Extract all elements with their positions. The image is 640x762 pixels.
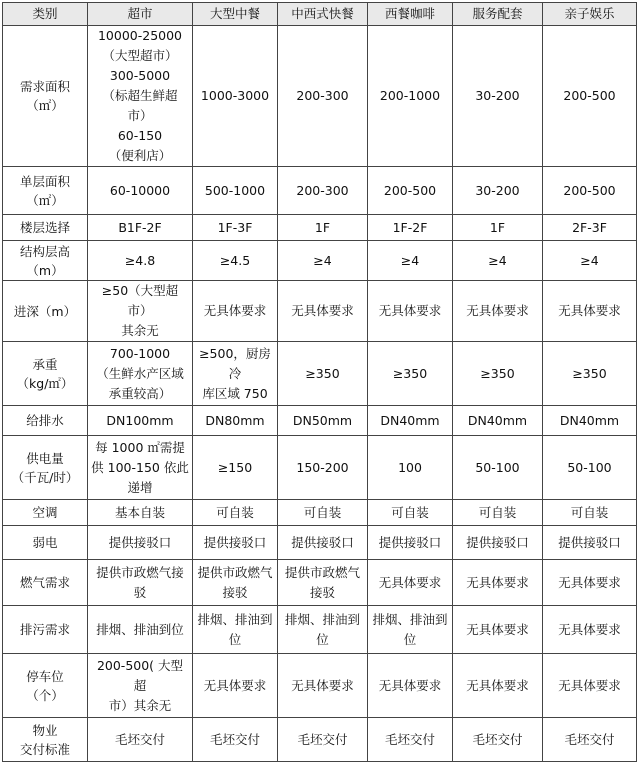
table-cell: 无具体要求 — [193, 654, 278, 718]
table-cell: ≥4 — [543, 241, 637, 281]
table-cell: 60-10000 — [88, 167, 193, 215]
header-supermarket: 超市 — [88, 3, 193, 26]
header-western-cafe: 西餐咖啡 — [368, 3, 453, 26]
table-row — [3, 654, 637, 718]
table-cell: 1F — [453, 215, 543, 241]
table-cell: B1F-2F — [88, 215, 193, 241]
table-cell: 无具体要求 — [368, 654, 453, 718]
table-cell: ≥500，厨房冷 库区域 750 — [193, 342, 278, 406]
table-cell: 无具体要求 — [543, 654, 637, 718]
table-cell: 基本自装 — [88, 500, 193, 526]
table-cell: 700-1000 （生鲜水产区域 承重较高） — [88, 342, 193, 406]
table-cell: 100 — [368, 436, 453, 500]
row-label: 空调 — [3, 500, 88, 526]
table-row — [3, 167, 637, 215]
row-label: 楼层选择 — [3, 215, 88, 241]
row-label: 承重 （kg/㎡） — [3, 342, 88, 406]
table-cell: 毛坯交付 — [88, 718, 193, 762]
table-cell: 无具体要求 — [453, 654, 543, 718]
table-cell: 排烟、排油到位 — [88, 606, 193, 654]
table-row — [3, 406, 637, 436]
table-cell: 200-300 — [278, 167, 368, 215]
row-label: 单层面积 （㎡） — [3, 167, 88, 215]
row-label: 燃气需求 — [3, 560, 88, 606]
table-cell: 无具体要求 — [368, 281, 453, 342]
row-label: 结构层高 （m） — [3, 241, 88, 281]
table-row — [3, 526, 637, 560]
table-cell: 提供接驳口 — [453, 526, 543, 560]
table-cell: ≥4.5 — [193, 241, 278, 281]
table-cell: 提供接驳口 — [193, 526, 278, 560]
table-row — [3, 26, 637, 167]
table-cell: ≥4 — [453, 241, 543, 281]
table-cell: 1F-2F — [368, 215, 453, 241]
table-cell: 无具体要求 — [193, 281, 278, 342]
table-cell: 200-300 — [278, 26, 368, 167]
table-cell: 30-200 — [453, 26, 543, 167]
table-row — [3, 500, 637, 526]
requirements-table — [2, 2, 637, 762]
table-body — [3, 26, 637, 762]
table-cell: 可自装 — [368, 500, 453, 526]
table-cell: 50-100 — [543, 436, 637, 500]
table-cell: 毛坯交付 — [278, 718, 368, 762]
header-category: 类别 — [3, 3, 88, 26]
table-cell: 200-500 — [543, 26, 637, 167]
table-cell: 无具体要求 — [453, 281, 543, 342]
table-cell: 无具体要求 — [278, 281, 368, 342]
table-cell: ≥50（大型超市） 其余无 — [88, 281, 193, 342]
table-cell: 无具体要求 — [278, 654, 368, 718]
row-label: 弱电 — [3, 526, 88, 560]
table-cell: ≥4 — [278, 241, 368, 281]
table-cell: 1F — [278, 215, 368, 241]
table-cell: 无具体要求 — [543, 560, 637, 606]
table-cell: 可自装 — [453, 500, 543, 526]
table-cell: 200-500 — [543, 167, 637, 215]
table-cell: 可自装 — [278, 500, 368, 526]
table-cell: 排烟、排油到位 — [193, 606, 278, 654]
table-cell: 可自装 — [193, 500, 278, 526]
table-cell: 毛坯交付 — [543, 718, 637, 762]
table-cell: ≥150 — [193, 436, 278, 500]
table-cell: 毛坯交付 — [453, 718, 543, 762]
header-large-chinese-restaurant: 大型中餐 — [193, 3, 278, 26]
table-cell: 提供市政燃气 接驳 — [193, 560, 278, 606]
table-cell: 150-200 — [278, 436, 368, 500]
table-cell: 提供接驳口 — [88, 526, 193, 560]
table-cell: DN50mm — [278, 406, 368, 436]
table-cell: 无具体要求 — [453, 606, 543, 654]
row-label: 物业 交付标准 — [3, 718, 88, 762]
table-cell: 每 1000 ㎡需提 供 100-150 依此 递增 — [88, 436, 193, 500]
table-cell: DN100mm — [88, 406, 193, 436]
table-row — [3, 281, 637, 342]
table-row — [3, 718, 637, 762]
table-cell: 提供市政燃气 接驳 — [278, 560, 368, 606]
table-row — [3, 560, 637, 606]
table-cell: DN40mm — [543, 406, 637, 436]
table-row — [3, 606, 637, 654]
header-row — [3, 3, 637, 26]
table-cell: 200-1000 — [368, 26, 453, 167]
table-cell: DN40mm — [453, 406, 543, 436]
table-cell: 无具体要求 — [543, 606, 637, 654]
table-cell: 50-100 — [453, 436, 543, 500]
header-fast-food: 中西式快餐 — [278, 3, 368, 26]
table-cell: 无具体要求 — [368, 560, 453, 606]
row-label: 停车位 （个） — [3, 654, 88, 718]
table-cell: 提供接驳口 — [543, 526, 637, 560]
table-cell: DN80mm — [193, 406, 278, 436]
table-cell: 提供市政燃气接 驳 — [88, 560, 193, 606]
row-label: 给排水 — [3, 406, 88, 436]
table-cell: 无具体要求 — [543, 281, 637, 342]
table-cell: 10000-25000 （大型超市） 300-5000 （标超生鲜超市） 60-150 （便利店） — [88, 26, 193, 167]
table-cell: ≥350 — [543, 342, 637, 406]
table-cell: 1000-3000 — [193, 26, 278, 167]
row-label: 进深（m） — [3, 281, 88, 342]
table-row — [3, 342, 637, 406]
table-cell: ≥4 — [368, 241, 453, 281]
table-cell: 1F-3F — [193, 215, 278, 241]
table-cell: ≥350 — [278, 342, 368, 406]
table-cell: 毛坯交付 — [193, 718, 278, 762]
table-cell: 200-500( 大型超 市）其余无 — [88, 654, 193, 718]
table-cell: 提供接驳口 — [278, 526, 368, 560]
table-cell: 提供接驳口 — [368, 526, 453, 560]
table-cell: 无具体要求 — [453, 560, 543, 606]
table-cell: 排烟、排油到 位 — [278, 606, 368, 654]
table-cell: 排烟、排油到 位 — [368, 606, 453, 654]
row-label: 需求面积 （㎡） — [3, 26, 88, 167]
table-cell: ≥350 — [368, 342, 453, 406]
table-row — [3, 215, 637, 241]
table-header — [3, 3, 637, 26]
table-cell: 2F-3F — [543, 215, 637, 241]
table-cell: ≥4.8 — [88, 241, 193, 281]
table-cell: 200-500 — [368, 167, 453, 215]
table-cell: 30-200 — [453, 167, 543, 215]
table-cell: ≥350 — [453, 342, 543, 406]
table-row — [3, 436, 637, 500]
header-service: 服务配套 — [453, 3, 543, 26]
table-row — [3, 241, 637, 281]
table-cell: 可自装 — [543, 500, 637, 526]
table-cell: 500-1000 — [193, 167, 278, 215]
row-label: 供电量 （千瓦/时） — [3, 436, 88, 500]
row-label: 排污需求 — [3, 606, 88, 654]
table-cell: DN40mm — [368, 406, 453, 436]
header-kids-entertainment: 亲子娱乐 — [543, 3, 637, 26]
table-cell: 毛坯交付 — [368, 718, 453, 762]
